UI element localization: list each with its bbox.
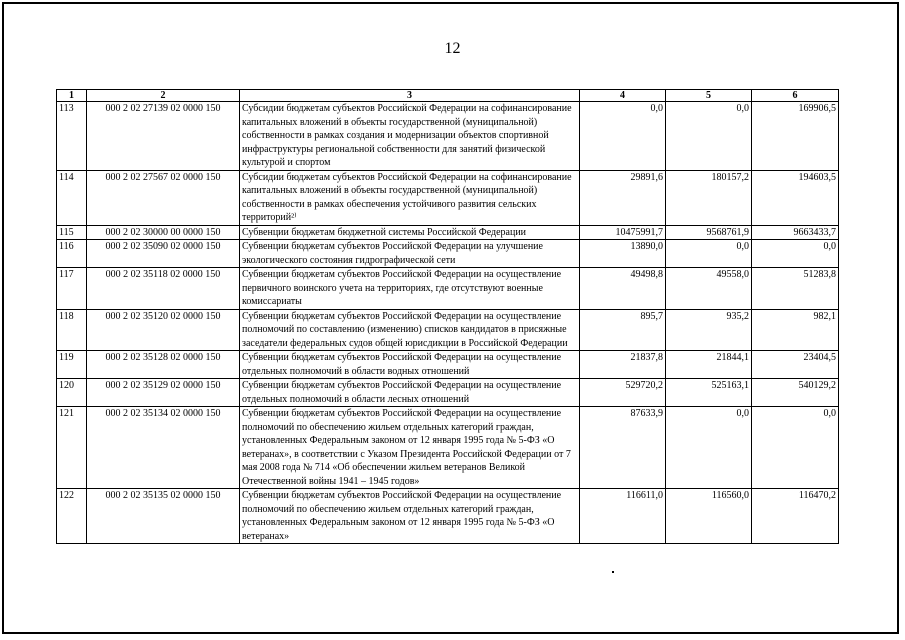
budget-code-cell: 000 2 02 27567 02 0000 150	[87, 170, 240, 225]
col-header: 2	[87, 90, 240, 102]
col-header: 4	[580, 90, 666, 102]
table-row	[57, 309, 839, 351]
amount-col6-cell: 23404,5	[752, 351, 839, 379]
amount-col4-cell: 13890,0	[580, 240, 666, 268]
col-header: 6	[752, 90, 839, 102]
col-header: 1	[57, 90, 87, 102]
budget-table	[56, 89, 839, 544]
amount-col5-cell: 0,0	[666, 240, 752, 268]
budget-code-cell: 000 2 02 35128 02 0000 150	[87, 351, 240, 379]
page-number: 12	[444, 40, 461, 57]
table-row	[57, 170, 839, 225]
table-row	[57, 407, 839, 489]
row-index-cell: 120	[57, 379, 87, 407]
row-index-cell: 118	[57, 309, 87, 351]
amount-col5-cell: 21844,1	[666, 351, 752, 379]
amount-col4-cell: 116611,0	[580, 489, 666, 544]
income-name-cell: Субвенции бюджетам субъектов Российской Федерации на осуществление полномочий по обеспечению жильем отдельных категорий граждан, установленных Федеральным законом от 12 января 1995 года № 5-ФЗ «О ветеранах»	[240, 489, 580, 544]
amount-col5-cell: 0,0	[666, 102, 752, 171]
row-index-cell: 122	[57, 489, 87, 544]
budget-code-cell: 000 2 02 35134 02 0000 150	[87, 407, 240, 489]
budget-code-cell: 000 2 02 30000 00 0000 150	[87, 225, 240, 240]
row-index-cell: 117	[57, 268, 87, 310]
amount-col4-cell: 10475991,7	[580, 225, 666, 240]
amount-col4-cell: 29891,6	[580, 170, 666, 225]
amount-col6-cell: 0,0	[752, 407, 839, 489]
amount-col4-cell: 529720,2	[580, 379, 666, 407]
amount-col5-cell: 9568761,9	[666, 225, 752, 240]
table-row	[57, 102, 839, 171]
income-name-cell: Субсидии бюджетам субъектов Российской Федерации на софинансирование капитальных вложений в объекты государственной (муниципальной) собственности в рамках создания и модернизации объектов спортивной инфраструктуры региональной собственности для занятий физической культурой и спортом	[240, 102, 580, 171]
amount-col5-cell: 180157,2	[666, 170, 752, 225]
amount-col6-cell: 9663433,7	[752, 225, 839, 240]
amount-col6-cell: 540129,2	[752, 379, 839, 407]
header-row	[57, 90, 839, 102]
budget-code-cell: 000 2 02 35118 02 0000 150	[87, 268, 240, 310]
row-index-cell: 121	[57, 407, 87, 489]
amount-col6-cell: 169906,5	[752, 102, 839, 171]
income-name-cell: Субвенции бюджетам субъектов Российской Федерации на осуществление отдельных полномочий в области водных отношений	[240, 351, 580, 379]
income-name-cell: Субвенции бюджетам субъектов Российской Федерации на осуществление полномочий по обеспечению жильем отдельных категорий граждан, установленных Федеральным законом от 12 января 1995 года № 5-ФЗ «О ветеранах», в соответствии с Указом Президента Российской Федерации от 7 мая 2008 года № 714 «Об обеспечении жильем ветеранов Великой Отечественной войны 1941 – 1945 годов»	[240, 407, 580, 489]
amount-col6-cell: 194603,5	[752, 170, 839, 225]
income-name-cell: Субвенции бюджетам субъектов Российской Федерации на осуществление отдельных полномочий в области лесных отношений	[240, 379, 580, 407]
amount-col5-cell: 49558,0	[666, 268, 752, 310]
amount-col4-cell: 0,0	[580, 102, 666, 171]
amount-col6-cell: 982,1	[752, 309, 839, 351]
row-index-cell: 114	[57, 170, 87, 225]
amount-col4-cell: 21837,8	[580, 351, 666, 379]
amount-col4-cell: 49498,8	[580, 268, 666, 310]
budget-code-cell: 000 2 02 35129 02 0000 150	[87, 379, 240, 407]
budget-code-cell: 000 2 02 27139 02 0000 150	[87, 102, 240, 171]
budget-code-cell: 000 2 02 35090 02 0000 150	[87, 240, 240, 268]
amount-col4-cell: 895,7	[580, 309, 666, 351]
table-row	[57, 379, 839, 407]
row-index-cell: 119	[57, 351, 87, 379]
budget-code-cell: 000 2 02 35135 02 0000 150	[87, 489, 240, 544]
table-row	[57, 489, 839, 544]
income-name-cell: Субвенции бюджетам субъектов Российской Федерации на улучшение экологического состояния гидрографической сети	[240, 240, 580, 268]
budget-code-cell: 000 2 02 35120 02 0000 150	[87, 309, 240, 351]
table-row	[57, 225, 839, 240]
col-header: 3	[240, 90, 580, 102]
amount-col6-cell: 116470,2	[752, 489, 839, 544]
stray-dot	[612, 571, 614, 573]
row-index-cell: 115	[57, 225, 87, 240]
table-row	[57, 268, 839, 310]
table-row	[57, 240, 839, 268]
row-index-cell: 116	[57, 240, 87, 268]
income-name-cell: Субвенции бюджетам субъектов Российской Федерации на осуществление полномочий по составлению (изменению) списков кандидатов в присяжные заседатели федеральных судов общей юрисдикции в Российской Федерации	[240, 309, 580, 351]
amount-col5-cell: 525163,1	[666, 379, 752, 407]
table-row	[57, 351, 839, 379]
amount-col5-cell: 935,2	[666, 309, 752, 351]
amount-col6-cell: 51283,8	[752, 268, 839, 310]
income-name-cell: Субвенции бюджетам субъектов Российской Федерации на осуществление первичного воинского учета на территориях, где отсутствуют военные комиссариаты	[240, 268, 580, 310]
income-name-cell: Субвенции бюджетам бюджетной системы Российской Федерации	[240, 225, 580, 240]
col-header: 5	[666, 90, 752, 102]
amount-col5-cell: 116560,0	[666, 489, 752, 544]
row-index-cell: 113	[57, 102, 87, 171]
amount-col4-cell: 87633,9	[580, 407, 666, 489]
amount-col6-cell: 0,0	[752, 240, 839, 268]
amount-col5-cell: 0,0	[666, 407, 752, 489]
income-name-cell: Субсидии бюджетам субъектов Российской Федерации на софинансирование капитальных вложений в объекты государственной (муниципальной) собственности в рамках обеспечения устойчивого развития сельских территорий²⁾	[240, 170, 580, 225]
